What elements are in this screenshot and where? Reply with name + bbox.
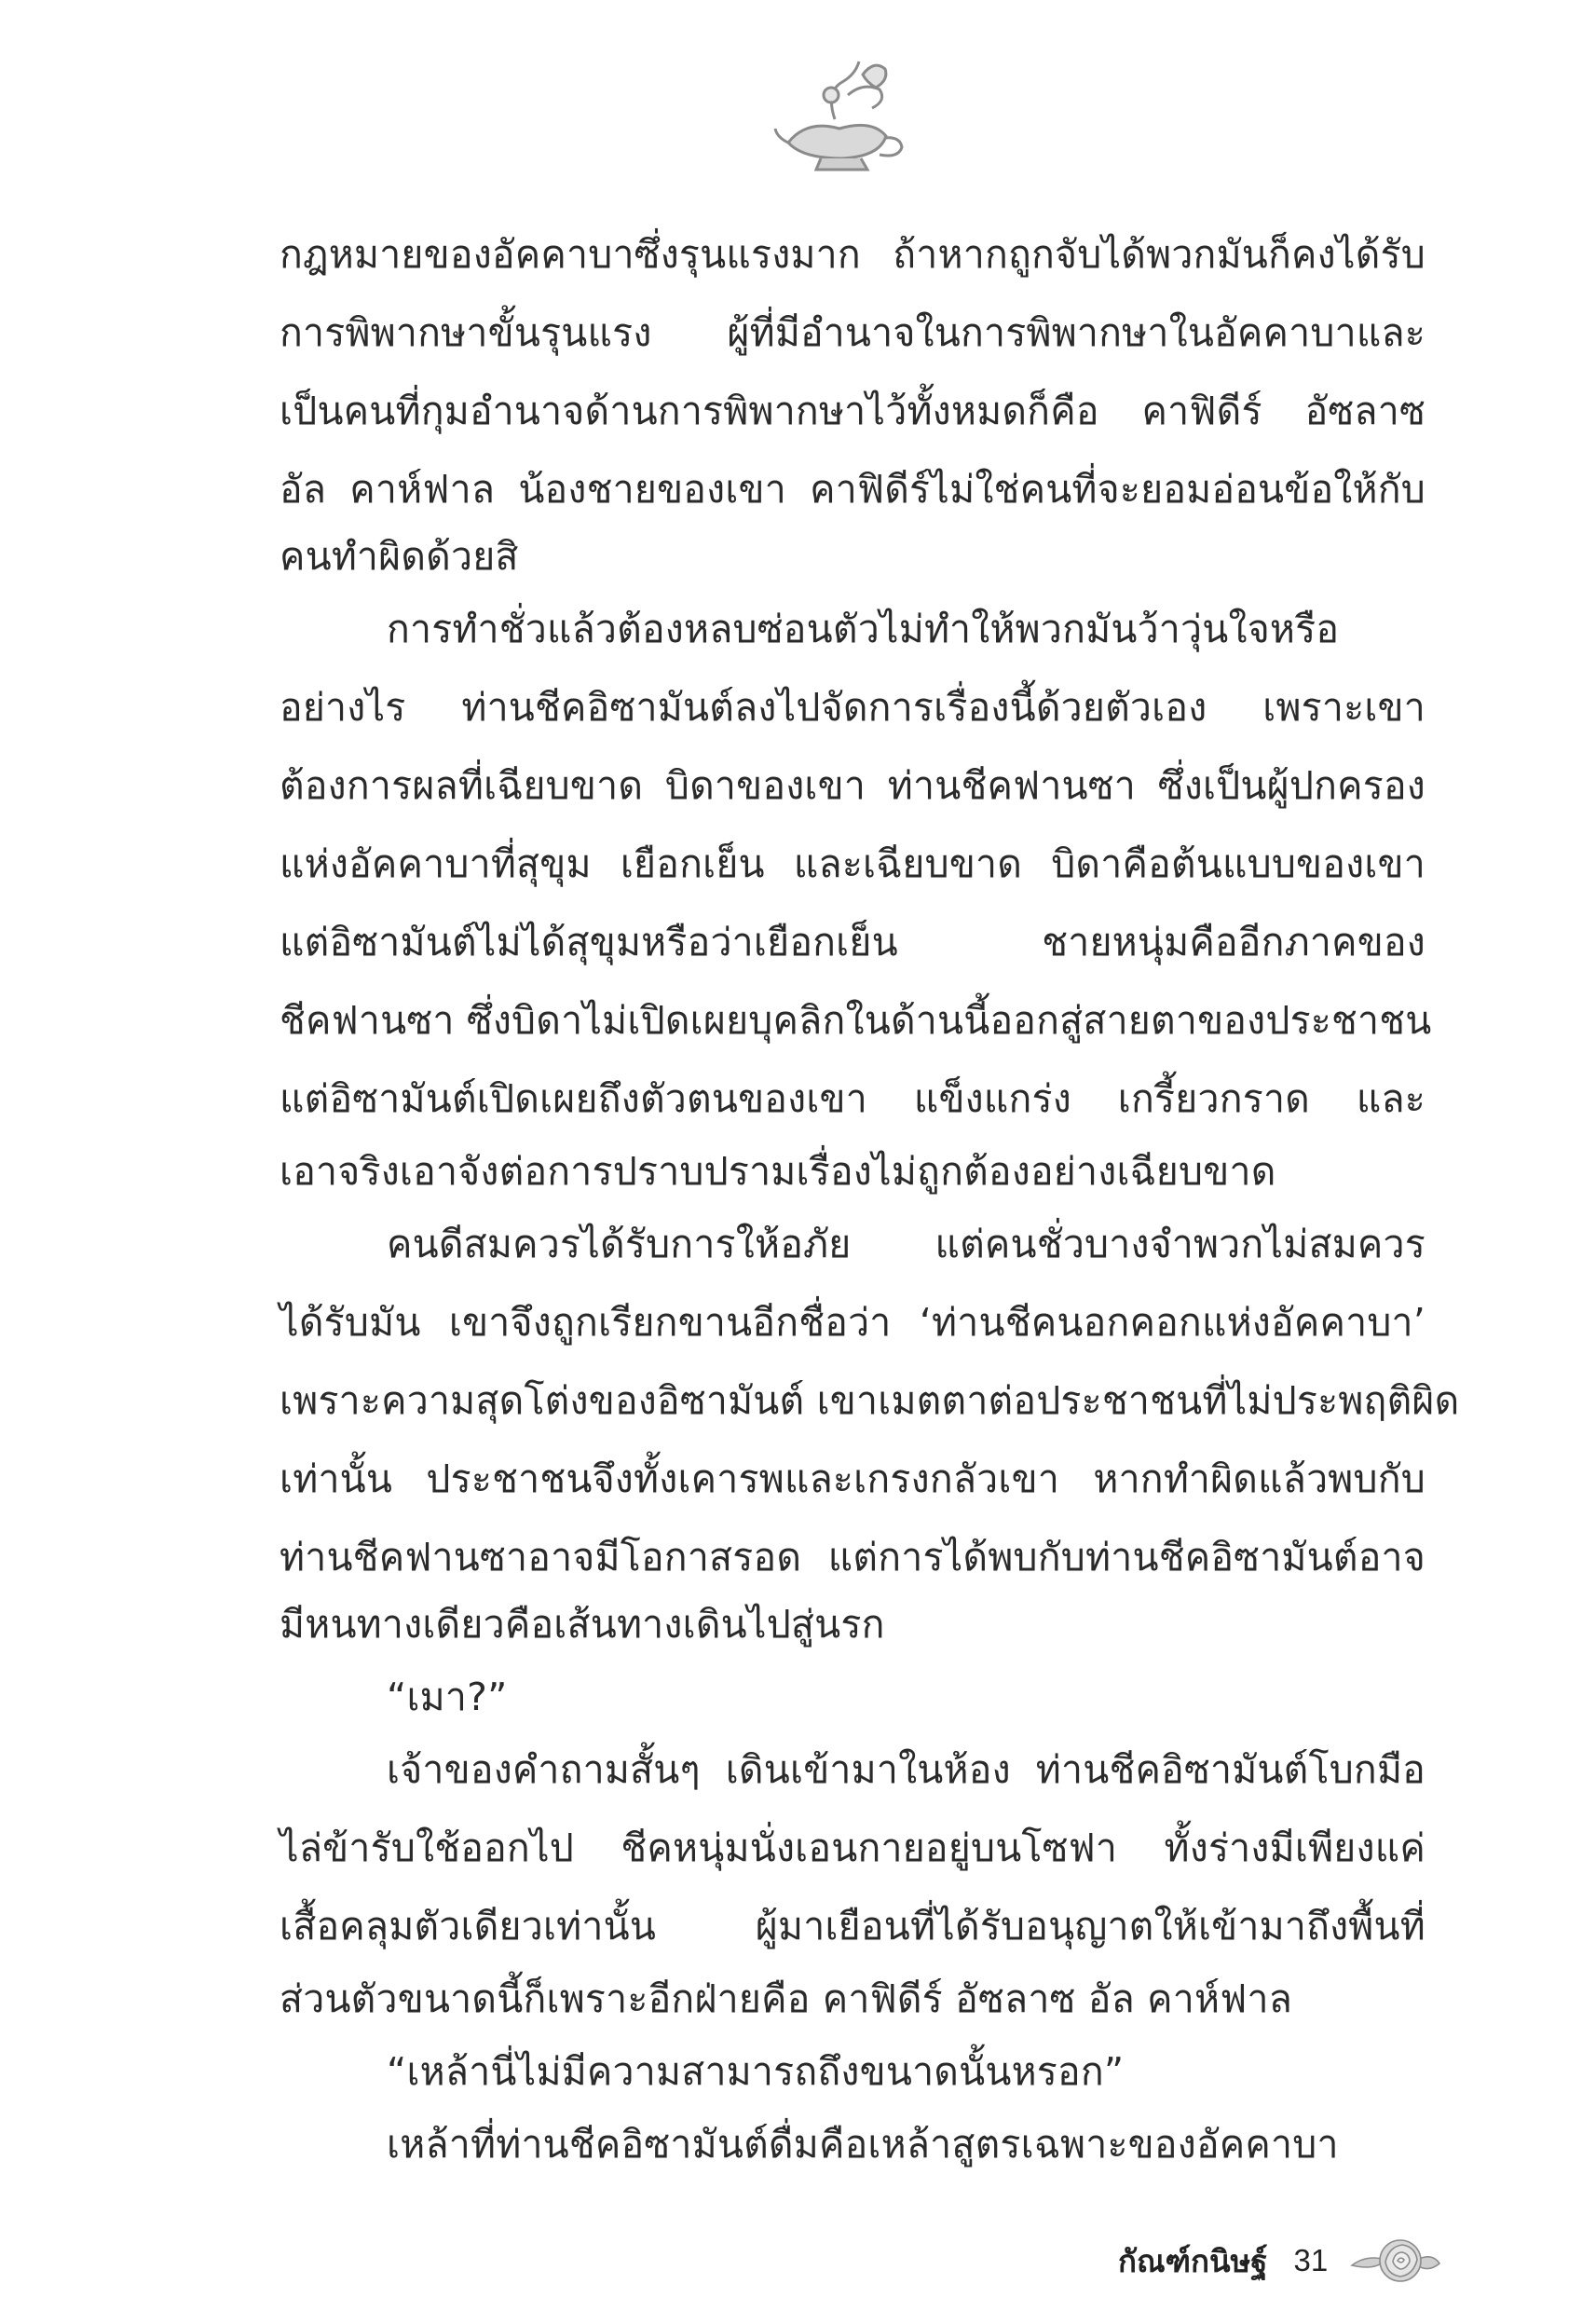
text-line: “เมา?” [387, 1675, 508, 1719]
text-line: เท่านั้น ประชาชนจึงทั้งเคารพและเกรงกลัวเขา หากทำผิดแล้วพบกับ [280, 1456, 1425, 1501]
text-line: แต่อิซามันต์เปิดเผยถึงตัวตนของเขา แข็งแกร่ง เกรี้ยวกราด และ [280, 1076, 1425, 1121]
text-line: การทำชั่วแล้วต้องหลบซ่อนตัวไม่ทำให้พวกมันว้าวุ่นใจหรือ [387, 607, 1340, 651]
text-line: เพราะความสุดโต่งของอิซามันต์ เขาเมตตาต่อประชาชนที่ไม่ประพฤติผิด [280, 1378, 1460, 1423]
text-line: ต้องการผลที่เฉียบขาด บิดาของเขา ท่านชีคฟานซา ซึ่งเป็นผู้ปกครอง [280, 763, 1425, 808]
text-line: เป็นคนที่กุมอำนาจด้านการพิพากษาไว้ทั้งหมดก็คือ คาฟิดีร์ อัซลาซ [280, 389, 1425, 433]
text-line: คนดีสมควรได้รับการให้อภัย แต่คนชั่วบางจำพวกไม่สมควร [387, 1222, 1425, 1266]
text-line: “เหล้านี่ไม่มีความสามารถถึงขนาดนั้นหรอก” [387, 2049, 1125, 2094]
text-line: อัล คาห์ฟาล น้องชายของเขา คาฟิดีร์ไม่ใช่คนที่จะยอมอ่อนข้อให้กับ [280, 467, 1425, 512]
text-line: เหล้าที่ท่านชีคอิซามันต์ดื่มคือเหล้าสูตรเฉพาะของอัคคาบา [387, 2122, 1339, 2167]
book-title: กัณฑ์กนิษฐ์ [1118, 2242, 1268, 2279]
text-line: มีหนทางเดียวคือเส้นทางเดินไปสู่นรก [280, 1602, 885, 1647]
text-line: แต่อิซามันต์ไม่ได้สุขุมหรือว่าเยือกเย็น ชายหนุ่มคืออีกภาคของ [280, 920, 1425, 964]
text-line: แห่งอัคคาบาที่สุขุม เยือกเย็น และเฉียบขาด บิดาคือต้นแบบของเขา [280, 841, 1425, 886]
lamp-ornament-icon [770, 54, 909, 175]
rose-icon [1348, 2234, 1441, 2288]
text-line: เสื้อคลุมตัวเดียวเท่านั้น ผู้มาเยือนที่ได้รับอนุญาตให้เข้ามาถึงพื้นที่ [280, 1904, 1425, 1949]
page-number: 31 [1293, 2243, 1329, 2277]
text-line: อย่างไร ท่านชีคอิซามันต์ลงไปจัดการเรื่องนี้ด้วยตัวเอง เพราะเขา [280, 685, 1425, 730]
text-line: ชีคฟานซา ซึ่งบิดาไม่เปิดเผยบุคลิกในด้านนี้ออกสู่สายตาของประชาชน [280, 998, 1432, 1043]
text-line: คนทำผิดด้วยสิ [280, 534, 519, 579]
text-line: กฎหมายของอัคคาบาซึ่งรุนแรงมาก ถ้าหากถูกจับได้พวกมันก็คงได้รับ [280, 232, 1425, 277]
text-line: การพิพากษาขั้นรุนแรง ผู้ที่มีอำนาจในการพิพากษาในอัคคาบาและ [280, 310, 1425, 355]
text-line: ได้รับมัน เขาจึงถูกเรียกขานอีกชื่อว่า ‘ท่านชีคนอกคอกแห่งอัคคาบา’ [280, 1300, 1425, 1345]
text-line: เอาจริงเอาจังต่อการปราบปรามเรื่องไม่ถูกต้องอย่างเฉียบขาด [280, 1149, 1276, 1194]
text-line: ไล่ข้ารับใช้ออกไป ชีคหนุ่มนั่งเอนกายอยู่บนโซฟา ทั้งร่างมีเพียงแค่ [280, 1826, 1425, 1870]
page-footer [1118, 2233, 1441, 2289]
text-line: ส่วนตัวขนาดนี้ก็เพราะอีกฝ่ายคือ คาฟิดีร์ อัซลาซ อัล คาห์ฟาล [280, 1976, 1293, 2021]
text-line: เจ้าของคำถามสั้นๆ เดินเข้ามาในห้อง ท่านชีคอิซามันต์โบกมือ [387, 1747, 1425, 1792]
text-line: ท่านชีคฟานซาอาจมีโอกาสรอด แต่การได้พบกับท่านชีคอิซามันต์อาจ [280, 1535, 1425, 1579]
